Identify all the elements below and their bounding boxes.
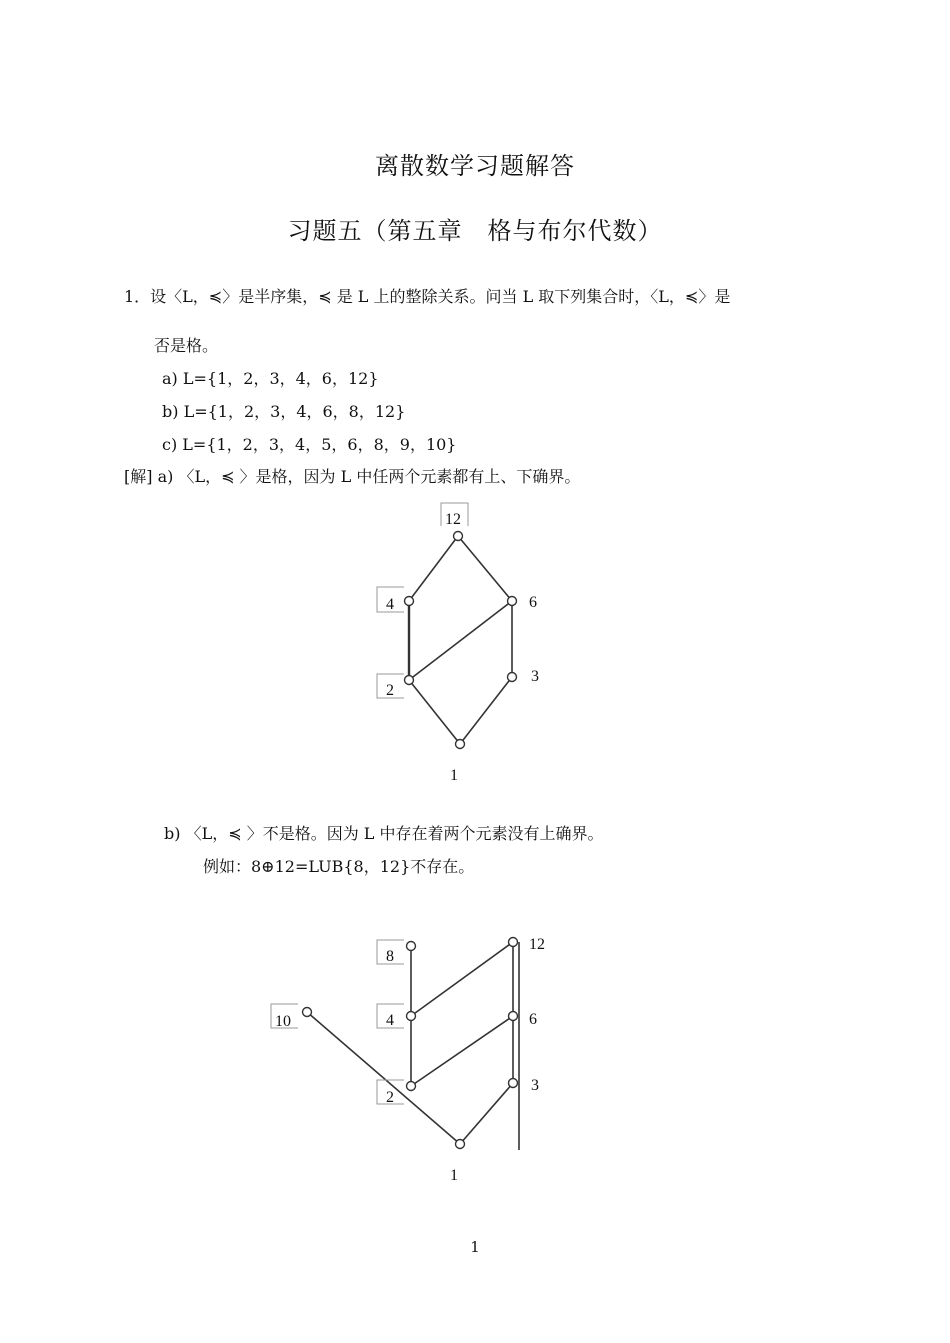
answer-a: [解] a) 〈L，≼ 〉是格，因为 L 中任两个元素都有上、下确界。 <box>124 467 581 486</box>
node-8 <box>407 942 416 951</box>
question-line-1: 1．设〈L，≼〉是半序集，≼ 是 L 上的整除关系。问当 L 取下列集合时，〈L，≼〉是 <box>124 287 731 306</box>
label-6: 6 <box>529 594 537 611</box>
option-c: c) L={1，2，3，4，5，6，8，9，10} <box>162 435 457 454</box>
edge-3-1 <box>460 1083 513 1144</box>
page-number: 1 <box>470 1238 480 1256</box>
label-2: 2 <box>386 1089 394 1106</box>
label-12: 12 <box>529 936 545 953</box>
label-4: 4 <box>386 596 394 613</box>
edge-10-1 <box>307 1012 460 1144</box>
label-12: 12 <box>445 511 461 528</box>
label-2: 2 <box>386 682 394 699</box>
node-2 <box>407 1082 416 1091</box>
node-1 <box>456 1140 465 1149</box>
label-1: 1 <box>450 767 458 784</box>
node-12 <box>509 938 518 947</box>
answer-b-line-2: 例如：8⊕12=LUB{8，12}不存在。 <box>203 857 475 876</box>
answer-b-line-1: b) 〈L，≼ 〉不是格。因为 L 中存在着两个元素没有上确界。 <box>164 824 604 843</box>
label-3: 3 <box>531 668 539 685</box>
node-6 <box>509 1012 518 1021</box>
label-8: 8 <box>386 948 394 965</box>
label-10: 10 <box>275 1013 291 1030</box>
node-3 <box>509 1079 518 1088</box>
label-1: 1 <box>450 1167 458 1184</box>
label-6: 6 <box>529 1011 537 1028</box>
node-4 <box>407 1012 416 1021</box>
label-4: 4 <box>386 1012 394 1029</box>
edge-2-6 <box>411 1016 513 1086</box>
question-line-2: 否是格。 <box>154 336 219 355</box>
edge-4-12 <box>411 942 513 1016</box>
label-3: 3 <box>531 1077 539 1094</box>
document-title: 离散数学习题解答 <box>375 152 575 180</box>
option-b: b) L={1，2，3，4，6，8，12} <box>162 402 406 421</box>
chapter-heading: 习题五（第五章 格与布尔代数） <box>287 217 663 245</box>
option-a: a) L={1，2，3，4，6，12} <box>162 369 379 388</box>
node-10 <box>303 1008 312 1017</box>
